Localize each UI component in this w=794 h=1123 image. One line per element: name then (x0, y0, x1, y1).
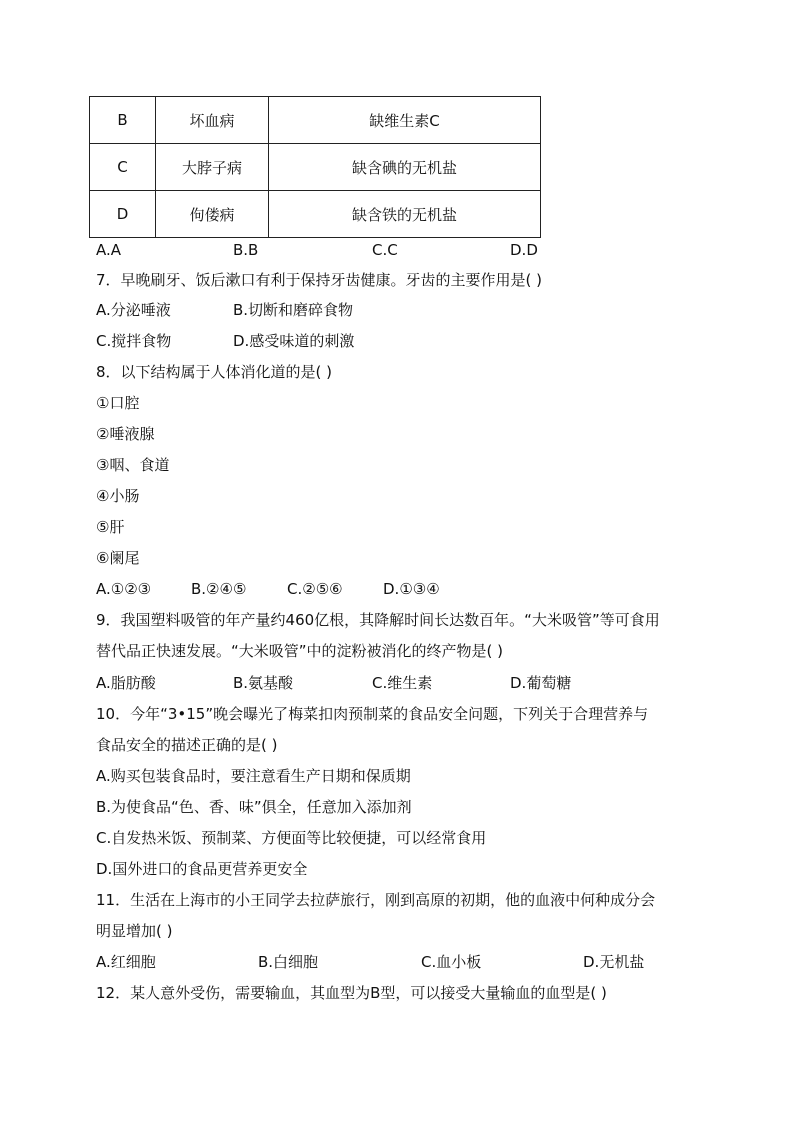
q9-stem-line1: 9．我国塑料吸管的年产量约460亿根，其降解时间长达数百年。“大米吸管”等可食用 (96, 611, 660, 629)
q8-option-c: C.②⑤⑥ (287, 580, 343, 598)
q8-item-4: ④小肠 (96, 487, 140, 505)
table-row (90, 144, 541, 191)
q11-option-c: C.血小板 (421, 953, 482, 971)
q7-option-d: D.感受味道的刺激 (233, 332, 355, 350)
disease-table (89, 96, 541, 238)
table-cell: 缺含铁的无机盐 (269, 191, 541, 238)
q10-option-b: B.为使食品“色、香、味”俱全，任意加入添加剂 (96, 798, 412, 816)
q6-option-c: C.C (372, 241, 398, 259)
q6-option-a: A.A (96, 241, 122, 259)
q8-item-3: ③咽、食道 (96, 456, 170, 474)
q7-option-c: C.搅拌食物 (96, 332, 172, 350)
q6-option-b: B.B (233, 241, 259, 259)
table-cell: C (90, 144, 156, 191)
q7-option-b: B.切断和磨碎食物 (233, 301, 354, 319)
table-cell: 佝偻病 (156, 191, 269, 238)
q8-item-1: ①口腔 (96, 394, 140, 412)
q9-stem-line2: 替代品正快速发展。“大米吸管”中的淀粉被消化的终产物是( ) (96, 642, 504, 660)
q10-option-a: A.购买包装食品时，要注意看生产日期和保质期 (96, 767, 411, 785)
table-cell: 坏血病 (156, 97, 269, 144)
q6-option-d: D.D (510, 241, 538, 259)
q9-option-d: D.葡萄糖 (510, 674, 572, 692)
q9-option-b: B.氨基酸 (233, 674, 294, 692)
q8-item-2: ②唾液腺 (96, 425, 155, 443)
q7-stem: 7．早晚刷牙、饭后漱口有利于保持牙齿健康。牙齿的主要作用是( ) (96, 271, 543, 289)
table-row (90, 191, 541, 238)
q8-option-a: A.①②③ (96, 580, 152, 598)
q8-option-b: B.②④⑤ (191, 580, 247, 598)
table-row (90, 97, 541, 144)
q12-stem: 12．某人意外受伤，需要输血，其血型为B型，可以接受大量输血的血型是( ) (96, 984, 607, 1002)
q8-stem: 8．以下结构属于人体消化道的是( ) (96, 363, 333, 381)
q10-option-c: C.自发热米饭、预制菜、方便面等比较便捷，可以经常食用 (96, 829, 487, 847)
q9-option-c: C.维生素 (372, 674, 433, 692)
q11-option-d: D.无机盐 (583, 953, 645, 971)
table-cell: 缺维生素C (269, 97, 541, 144)
q7-option-a: A.分泌唾液 (96, 301, 171, 319)
q10-option-d: D.国外进口的食品更营养更安全 (96, 860, 308, 878)
q11-stem-line1: 11．生活在上海市的小王同学去拉萨旅行，刚到高原的初期，他的血液中何种成分会 (96, 891, 656, 909)
q9-option-a: A.脂肪酸 (96, 674, 156, 692)
q11-option-b: B.白细胞 (258, 953, 319, 971)
table-cell: D (90, 191, 156, 238)
q8-item-6: ⑥阑尾 (96, 549, 140, 567)
q10-stem-line2: 食品安全的描述正确的是( ) (96, 736, 278, 754)
table-cell: 缺含碘的无机盐 (269, 144, 541, 191)
q10-stem-line1: 10．今年“3•15”晚会曝光了梅菜扣肉预制菜的食品安全问题，下列关于合理营养与 (96, 705, 649, 723)
q8-option-d: D.①③④ (383, 580, 440, 598)
q11-stem-line2: 明显增加( ) (96, 922, 173, 940)
q8-item-5: ⑤肝 (96, 518, 125, 536)
table-cell: B (90, 97, 156, 144)
q11-option-a: A.红细胞 (96, 953, 156, 971)
table-cell: 大脖子病 (156, 144, 269, 191)
